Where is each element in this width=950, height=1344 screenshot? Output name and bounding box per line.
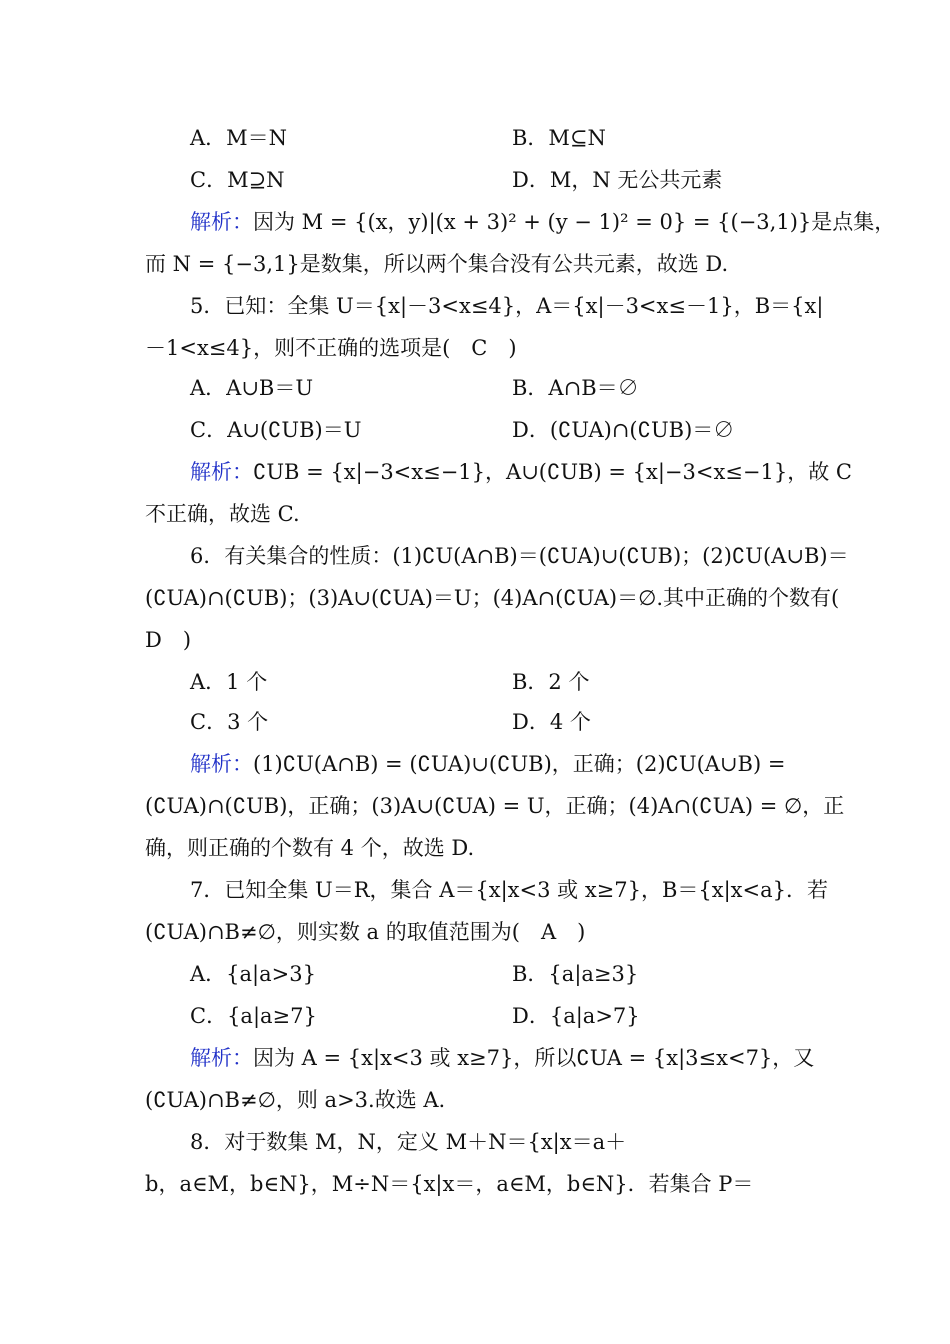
option-b: B．2 个 — [512, 670, 590, 694]
analysis-text: (∁UA)∩(∁UB)，正确；(3)A∪(∁UA) = U，正确；(4)A∩(∁UA) = ∅，正 — [145, 794, 845, 818]
analysis-label: 解析： — [190, 752, 253, 776]
analysis-label: 解析： — [190, 210, 253, 234]
analysis-text: 因为 A = {x|x<3 或 x≥7}，所以∁UA = {x|3≤x<7}，又 — [253, 1046, 815, 1070]
option-d: D．4 个 — [512, 710, 591, 734]
question-7: 7．已知全集 U＝R，集合 A＝{x|x<3 或 x≥7}，B＝{x|x<a}．若 — [190, 878, 829, 902]
analysis-text: 确，则正确的个数有 4 个，故选 D. — [145, 836, 475, 860]
question-text: (∁UA)∩(∁UB)；(3)A∪(∁UA)＝U；(4)A∩(∁UA)＝∅.其中正确的个数有( — [145, 586, 840, 610]
question-text: D ) — [145, 628, 192, 652]
question-text: －1<x≤4}，则不正确的选项是( C ) — [145, 336, 517, 360]
option-c: C．3 个 — [190, 710, 269, 734]
option-a: A．M＝N — [190, 126, 288, 150]
option-c: C．{a|a≥7} — [190, 1004, 317, 1028]
analysis-text: 因为 M = {(x，y)|(x + 3)² + (y − 1)² = 0} = {(−3,1)}是点集， — [253, 210, 896, 234]
analysis-label: 解析： — [190, 1046, 253, 1070]
option-d: D．(∁UA)∩(∁UB)＝∅ — [512, 418, 735, 442]
option-a: A．A∪B＝U — [190, 376, 314, 400]
question-6: 6．有关集合的性质：(1)∁U(A∩B)＝(∁UA)∪(∁UB)；(2)∁U(A∪B)＝ — [190, 544, 849, 568]
question-5: 5．已知：全集 U＝{x|－3<x≤4}，A＝{x|－3<x≤－1}，B＝{x| — [190, 294, 824, 318]
analysis-text: 不正确，故选 C. — [145, 502, 300, 526]
question-text: b，a∈M，b∈N}，M÷N＝{x|x＝，a∈M，b∈N}．若集合 P＝ — [145, 1172, 754, 1196]
option-a: A．1 个 — [190, 670, 268, 694]
analysis-text: (1)∁U(A∩B) = (∁UA)∪(∁UB)，正确；(2)∁U(A∪B) = — [253, 752, 786, 776]
option-b: B．{a|a≥3} — [512, 962, 639, 986]
option-a: A．{a|a>3} — [190, 962, 316, 986]
analysis-line — [190, 1044, 814, 1072]
question-8: 8．对于数集 M，N，定义 M＋N＝{x|x＝a＋ — [190, 1130, 627, 1154]
analysis-line — [190, 208, 895, 236]
option-c: C．A∪(∁UB)＝U — [190, 418, 362, 442]
option-b: B．A∩B＝∅ — [512, 376, 639, 400]
option-d: D．{a|a>7} — [512, 1004, 640, 1028]
analysis-text: ∁UB = {x|−3<x≤−1}，A∪(∁UB) = {x|−3<x≤−1}，故 C — [253, 460, 852, 484]
option-b: B．M⊆N — [512, 126, 606, 150]
option-d: D．M，N 无公共元素 — [512, 168, 723, 192]
analysis-line — [190, 750, 785, 778]
question-text: (∁UA)∩B≠∅，则实数 a 的取值范围为( A ) — [145, 920, 586, 944]
analysis-text: (∁UA)∩B≠∅，则 a>3.故选 A. — [145, 1088, 446, 1112]
option-c: C．M⊇N — [190, 168, 285, 192]
analysis-label: 解析： — [190, 460, 253, 484]
analysis-text: 而 N = {−3,1}是数集，所以两个集合没有公共元素，故选 D. — [145, 252, 729, 276]
analysis-line — [190, 458, 852, 486]
